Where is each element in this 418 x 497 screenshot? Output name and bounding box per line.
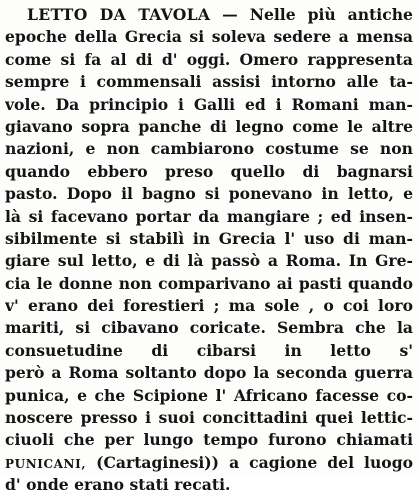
article-line-21 (5, 452, 413, 474)
article-line-6: giavano sopra panche di legno come le altre (5, 116, 413, 136)
punicani-word: PUNICANI, (5, 456, 87, 471)
article-title: LETTO DA TAVOLA (27, 5, 211, 24)
article-line-4: sempre i commensali assisi intorno alle ta- (5, 72, 413, 92)
article-line-14: v' erano dei forestieri ; ma sole , o coi loro (5, 296, 413, 316)
article-line-7: nazioni, e non cambiarono costume se non (5, 139, 413, 159)
article-line-17: però a Roma soltanto dopo la seconda guerra (5, 363, 413, 383)
article-line-5: vole. Da principio i Galli ed i Romani man- (5, 94, 413, 114)
article-line-12: giare sul letto, e di là passò a Roma. In Gre- (5, 251, 413, 271)
article-line-9: pasto. Dopo il bagno si ponevano in letto, e (5, 184, 413, 204)
article-line-1 (5, 4, 413, 26)
article-line-21-text: (Cartaginesi)) a cagione del luogo (86, 452, 413, 472)
article-line-13: cia le donne non comparivano ai pasti quando (5, 273, 413, 293)
article-line-15: mariti, si cibavano coricate. Sembra che la (5, 318, 413, 338)
article-line-16: consuetudine di cibarsi in letto s' (5, 340, 413, 360)
article-line-3: come si fa al di d' oggi. Omero rappresenta (5, 49, 413, 69)
article-line-11: sibilmente si stabilì in Grecia l' uso di man- (5, 228, 413, 248)
article-line-18: punica, e che Scipione l' Africano facesse co- (5, 385, 413, 405)
article-line-19: noscere presso i suoi concittadini quei lettic- (5, 408, 413, 428)
article-body (5, 4, 413, 497)
article-line-1-text: — Nelle più antiche (210, 5, 413, 24)
article-line-2: epoche della Grecia si soleva sedere a mensa (5, 27, 413, 47)
article-line-22: d' onde erano stati recati. (5, 475, 231, 495)
article-line-8: quando ebbero preso quello di bagnarsi (5, 161, 413, 181)
article-line-10: là si facevano portar da mangiare ; ed insen- (5, 206, 413, 226)
article-line-20: ciuoli che per lungo tempo furono chiamati (5, 430, 413, 450)
